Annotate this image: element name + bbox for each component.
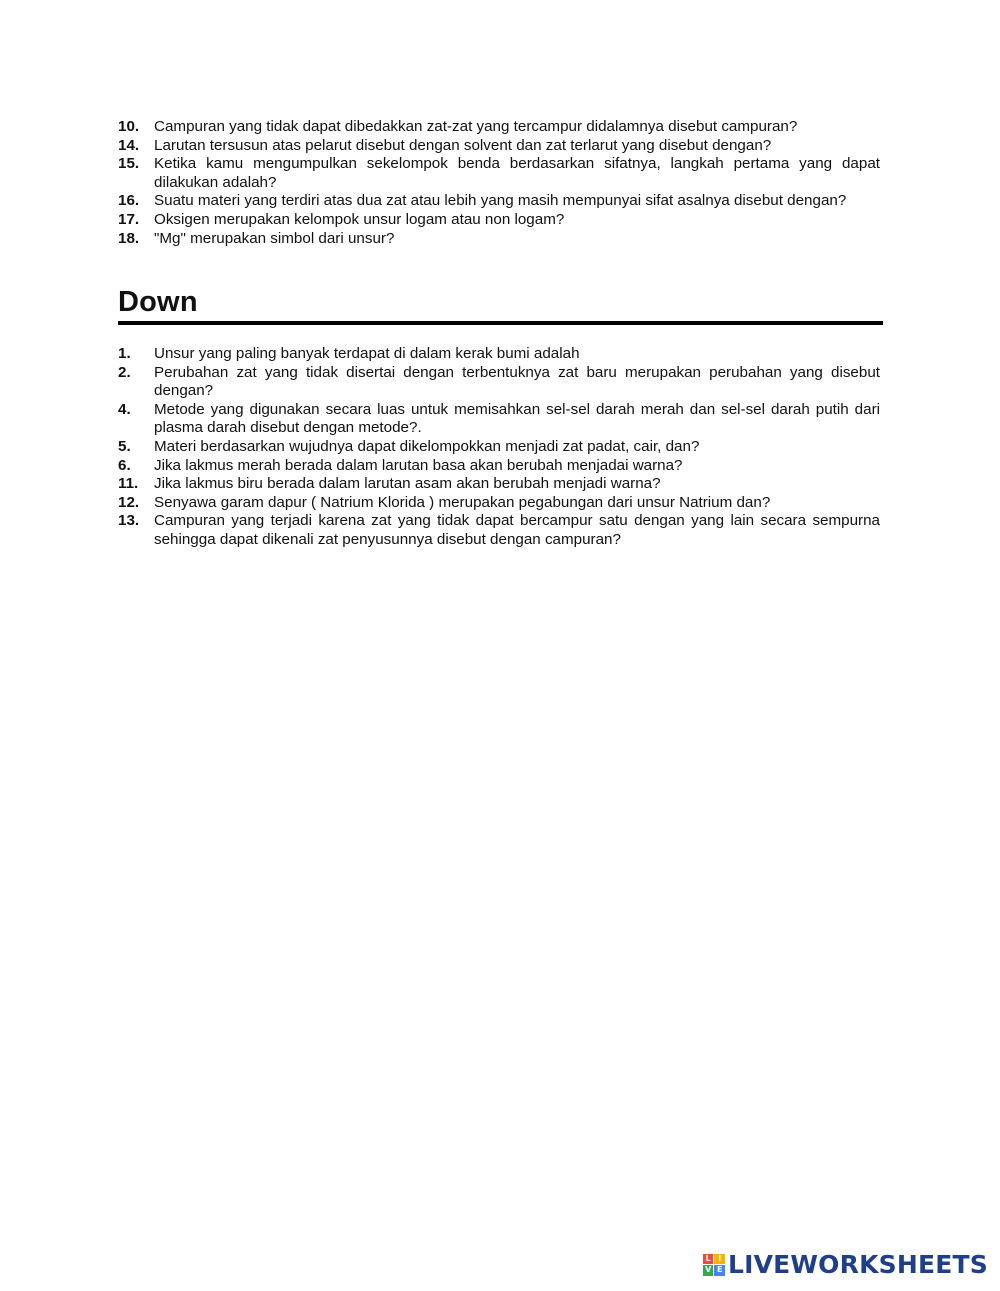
across-clue-list [118, 118, 880, 248]
clue-item [118, 457, 880, 476]
clue-item [118, 345, 880, 364]
clue-number: 16. [118, 192, 140, 210]
clue-text: Larutan tersusun atas pelarut disebut dengan solvent dan zat terlarut yang disebut dengan? [154, 136, 772, 154]
logo-tile: E [714, 1265, 725, 1276]
logo-tile: V [703, 1265, 714, 1276]
down-section-title: Down [118, 286, 198, 318]
clue-number: 15. [118, 155, 140, 173]
clue-text: Jika lakmus biru berada dalam larutan asam akan berubah menjadi warna? [154, 475, 661, 493]
liveworksheets-brand[interactable] [703, 1250, 988, 1279]
logo-tile: L [703, 1254, 714, 1265]
clue-text: Perubahan zat yang tidak disertai dengan terbentuknya zat baru merupakan perubahan yang disebut dengan? [154, 363, 880, 400]
clue-item [118, 118, 880, 137]
clue-text: "Mg" merupakan simbol dari unsur? [154, 229, 395, 247]
brand-name: LIVEWORKSHEETS [727, 1250, 988, 1279]
clue-text: Campuran yang terjadi karena zat yang tidak dapat bercampur satu dengan yang lain secara sempurna sehingga dapat dikenali zat penyusunnya disebut dengan campuran? [154, 512, 880, 548]
clue-item [118, 137, 880, 156]
clue-item [118, 192, 880, 211]
clue-item [118, 155, 880, 192]
clue-number: 13. [118, 512, 140, 530]
clue-item [118, 364, 880, 401]
clue-item [118, 230, 880, 249]
clue-number: 17. [118, 210, 140, 228]
clue-item [118, 512, 880, 549]
clue-number: 10. [118, 118, 140, 135]
liveworksheets-logo-icon [703, 1254, 725, 1276]
clue-text: Campuran yang tidak dapat dibedakkan zat-zat yang tercampur didalamnya disebut campuran? [154, 118, 798, 135]
clue-item [118, 401, 880, 438]
clue-text: Unsur yang paling banyak terdapat di dalam kerak bumi adalah [154, 345, 580, 362]
clue-text: Senyawa garam dapur ( Natrium Klorida ) merupakan pegabungan dari unsur Natrium dan? [154, 493, 771, 511]
clue-number: 1. [118, 345, 131, 362]
clue-item [118, 211, 880, 230]
section-divider [118, 321, 883, 325]
clue-number: 5. [118, 437, 131, 455]
clue-item [118, 494, 880, 513]
logo-tile: I [714, 1254, 725, 1265]
clue-text: Oksigen merupakan kelompok unsur logam atau non logam? [154, 210, 565, 228]
clue-number: 11. [118, 475, 139, 493]
clue-number: 6. [118, 456, 131, 474]
clue-number: 18. [118, 229, 140, 247]
clue-number: 12. [118, 493, 140, 511]
clue-item [118, 438, 880, 457]
clue-number: 4. [118, 400, 131, 418]
clue-text: Metode yang digunakan secara luas untuk memisahkan sel-sel darah merah dan sel-sel darah putih dari plasma darah disebut dengan metode?. [154, 400, 880, 437]
clue-number: 2. [118, 363, 131, 381]
clue-text: Ketika kamu mengumpulkan sekelompok benda berdasarkan sifatnya, langkah pertama yang dapat dilakukan adalah? [154, 155, 880, 191]
clue-item [118, 475, 880, 494]
clue-text: Jika lakmus merah berada dalam larutan basa akan berubah menjadai warna? [154, 456, 683, 474]
clue-text: Materi berdasarkan wujudnya dapat dikelompokkan menjadi zat padat, cair, dan? [154, 437, 700, 455]
clue-text: Suatu materi yang terdiri atas dua zat atau lebih yang masih mempunyai sifat asalnya disebut dengan? [154, 192, 847, 210]
down-clue-list [118, 345, 880, 550]
clue-number: 14. [118, 136, 140, 154]
